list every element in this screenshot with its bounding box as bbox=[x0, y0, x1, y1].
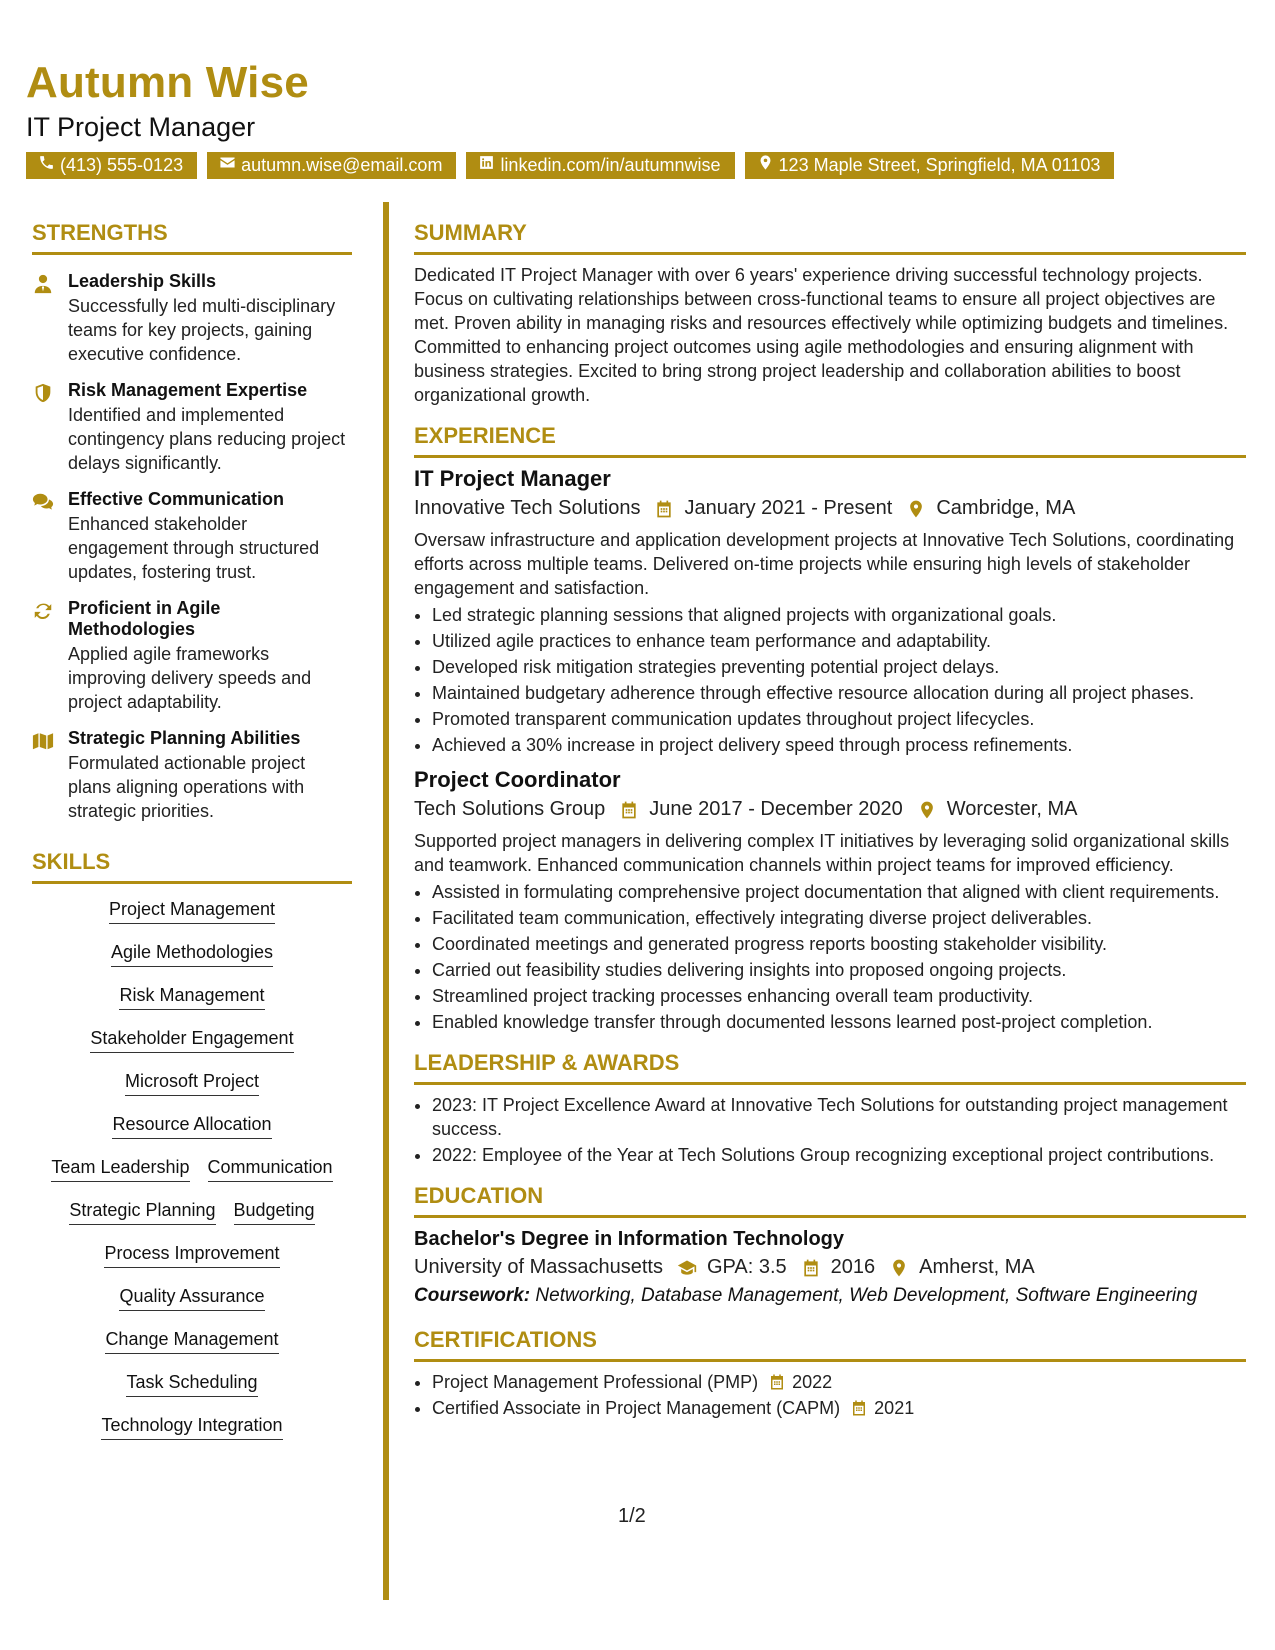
list-item: • Coordinated meetings and generated progress reports boosting stakeholder visibility. bbox=[432, 932, 1246, 956]
envelope-icon bbox=[219, 152, 236, 179]
list-item: • Developed risk mitigation strategies preventing potential project delays. bbox=[432, 655, 1246, 679]
strength-title: Leadership Skills bbox=[68, 271, 217, 291]
list-item: • Utilized agile practices to enhance team performance and adaptability. bbox=[432, 629, 1246, 653]
job-dates: June 2017 - December 2020 bbox=[649, 798, 903, 820]
job-entry bbox=[414, 466, 1246, 757]
list-item bbox=[432, 1370, 1246, 1394]
job-meta bbox=[414, 497, 1246, 520]
skill-tag: Risk Management bbox=[119, 984, 264, 1010]
phone-icon bbox=[38, 152, 55, 179]
address-text: 123 Maple Street, Springfield, MA 01103 bbox=[778, 155, 1101, 175]
linkedin-chip[interactable] bbox=[466, 152, 734, 179]
strength-item bbox=[32, 598, 352, 714]
gpa: GPA: 3.5 bbox=[706, 1256, 787, 1278]
skill-tag: Team Leadership bbox=[51, 1156, 189, 1182]
list-item: • Achieved a 30% increase in project delivery speed through process refinements. bbox=[432, 733, 1246, 757]
left-column bbox=[32, 220, 352, 1440]
list-item: • Led strategic planning sessions that aligned projects with organizational goals. bbox=[432, 603, 1246, 627]
map-icon bbox=[32, 730, 54, 752]
candidate-title: IT Project Manager bbox=[26, 112, 256, 142]
phone-chip[interactable] bbox=[26, 152, 197, 179]
list-item: • Carried out feasibility studies delivering insights into proposed ongoing projects. bbox=[432, 958, 1246, 982]
strength-item bbox=[32, 728, 352, 823]
map-pin-icon bbox=[889, 1258, 909, 1278]
list-item: • 2023: IT Project Excellence Award at Innovative Tech Solutions for outstanding project management success. bbox=[432, 1093, 1246, 1141]
job-meta bbox=[414, 798, 1246, 821]
page-number: 1/2 bbox=[618, 1505, 646, 1527]
job-description: Oversaw infrastructure and application development projects at Innovative Tech Solutions, coordinating efforts across multiple teams. Delivered on-time projects while ensuring high levels of stakeholder engagement and satisfaction. bbox=[414, 530, 1235, 598]
strength-desc: Successfully led multi-disciplinary teams for key projects, gaining executive confidence. bbox=[68, 296, 336, 364]
strength-desc: Formulated actionable project plans aligning operations with strategic priorities. bbox=[68, 753, 306, 821]
skill-tag: Technology Integration bbox=[101, 1414, 282, 1440]
coursework-text: Networking, Database Management, Web Development, Software Engineering bbox=[535, 1285, 1198, 1306]
list-item: • Maintained budgetary adherence through effective resource allocation during all project phases. bbox=[432, 681, 1246, 705]
column-divider bbox=[383, 202, 389, 1600]
calendar-icon bbox=[850, 1399, 868, 1417]
certifications-heading: CERTIFICATIONS bbox=[414, 1327, 1246, 1362]
strength-desc: Applied agile frameworks improving delivery speeds and project adaptability. bbox=[68, 644, 312, 712]
shield-icon bbox=[32, 382, 54, 404]
cert-year: 2021 bbox=[874, 1398, 915, 1418]
skills-list bbox=[32, 898, 352, 1440]
school-name: University of Massachusetts bbox=[414, 1256, 663, 1278]
job-title: IT Project Manager bbox=[414, 466, 611, 491]
strength-item bbox=[32, 271, 352, 366]
job-bullets bbox=[414, 603, 1246, 757]
job-title: Project Coordinator bbox=[414, 767, 621, 792]
job-location: Cambridge, MA bbox=[936, 497, 1076, 519]
skill-tag: Task Scheduling bbox=[126, 1371, 257, 1397]
skill-tag: Budgeting bbox=[234, 1199, 315, 1225]
education-meta bbox=[414, 1256, 1246, 1279]
address-chip bbox=[745, 152, 1115, 179]
strength-title: Proficient in Agile Methodologies bbox=[68, 598, 221, 639]
map-pin-icon bbox=[757, 152, 774, 179]
strength-title: Effective Communication bbox=[68, 489, 285, 509]
strength-title: Risk Management Expertise bbox=[68, 380, 308, 400]
experience-heading: EXPERIENCE bbox=[414, 423, 1246, 458]
coursework bbox=[414, 1285, 1246, 1307]
skills-heading: SKILLS bbox=[32, 849, 352, 884]
degree-title: Bachelor's Degree in Information Technology bbox=[414, 1228, 845, 1250]
map-pin-icon bbox=[906, 499, 926, 519]
strength-desc: Identified and implemented contingency plans reducing project delays significantly. bbox=[68, 405, 346, 473]
contact-bar bbox=[26, 152, 1114, 179]
job-location: Worcester, MA bbox=[946, 798, 1078, 820]
skill-tag: Communication bbox=[208, 1156, 333, 1182]
calendar-icon bbox=[654, 499, 674, 519]
list-item: • Assisted in formulating comprehensive project documentation that aligned with client requirements. bbox=[432, 880, 1246, 904]
right-column bbox=[414, 220, 1246, 1422]
skill-tag: Agile Methodologies bbox=[111, 941, 273, 967]
strengths-heading: STRENGTHS bbox=[32, 220, 352, 255]
awards-list bbox=[414, 1093, 1246, 1167]
calendar-icon bbox=[768, 1373, 786, 1391]
skill-tag: Project Management bbox=[109, 898, 275, 924]
job-dates: January 2021 - Present bbox=[684, 497, 893, 519]
skill-tag: Stakeholder Engagement bbox=[90, 1027, 293, 1053]
awards-heading: LEADERSHIP & AWARDS bbox=[414, 1050, 1246, 1085]
graduation-year: 2016 bbox=[830, 1256, 876, 1278]
map-pin-icon bbox=[917, 800, 937, 820]
email-text: autumn.wise@email.com bbox=[241, 155, 443, 175]
list-item bbox=[432, 1396, 1246, 1420]
strength-desc: Enhanced stakeholder engagement through structured updates, fostering trust. bbox=[68, 514, 320, 582]
list-item: • Enabled knowledge transfer through documented lessons learned post-project completion. bbox=[432, 1010, 1246, 1034]
phone-text: (413) 555-0123 bbox=[60, 155, 184, 175]
cert-name: • Project Management Professional (PMP) bbox=[432, 1372, 759, 1392]
job-bullets bbox=[414, 880, 1246, 1034]
cert-year: 2022 bbox=[792, 1372, 833, 1392]
strength-title: Strategic Planning Abilities bbox=[68, 728, 301, 748]
skill-tag: Resource Allocation bbox=[112, 1113, 271, 1139]
skill-tag: Strategic Planning bbox=[69, 1199, 215, 1225]
certifications-list bbox=[414, 1370, 1246, 1420]
strength-item bbox=[32, 489, 352, 584]
job-company: Innovative Tech Solutions bbox=[414, 497, 641, 519]
cert-name: • Certified Associate in Project Management (CAPM) bbox=[432, 1398, 841, 1418]
list-item: • Promoted transparent communication updates throughout project lifecycles. bbox=[432, 707, 1246, 731]
list-item: • 2022: Employee of the Year at Tech Solutions Group recognizing exceptional project contributions. bbox=[432, 1143, 1246, 1167]
graduation-cap-icon bbox=[677, 1258, 697, 1278]
job-entry bbox=[414, 767, 1246, 1034]
chat-icon bbox=[32, 491, 54, 513]
coursework-label: Coursework: bbox=[414, 1285, 531, 1306]
candidate-name: Autumn Wise bbox=[26, 58, 309, 107]
skill-tag: Process Improvement bbox=[104, 1242, 279, 1268]
linkedin-text: linkedin.com/in/autumnwise bbox=[500, 155, 721, 175]
calendar-icon bbox=[619, 800, 639, 820]
email-chip[interactable] bbox=[207, 152, 456, 179]
education-heading: EDUCATION bbox=[414, 1183, 1246, 1218]
sync-icon bbox=[32, 600, 54, 622]
skill-tag: Quality Assurance bbox=[119, 1285, 264, 1311]
linkedin-icon bbox=[478, 152, 495, 179]
list-item: • Facilitated team communication, effectively integrating diverse project deliverables. bbox=[432, 906, 1246, 930]
school-location: Amherst, MA bbox=[919, 1256, 1035, 1278]
list-item: • Streamlined project tracking processes enhancing overall team productivity. bbox=[432, 984, 1246, 1008]
job-company: Tech Solutions Group bbox=[414, 798, 606, 820]
strength-item bbox=[32, 380, 352, 475]
job-description: Supported project managers in delivering complex IT initiatives by leveraging solid organizational skills and teamwork. Enhanced communication channels within project teams for improved efficiency. bbox=[414, 831, 1230, 875]
skill-tag: Microsoft Project bbox=[125, 1070, 259, 1096]
summary-text: Dedicated IT Project Manager with over 6 years' experience driving successful technology projects. Focus on cultivating relationships between cross-functional teams to ensure all project objectives are met. Proven ability in managing risks and resources effectively while optimizing budgets and timelines. Committed to enhancing project outcomes using agile methodologies and ensuring alignment with business strategies. Excited to bring strong project leadership and collaboration abilities to boost organizational growth. bbox=[414, 265, 1229, 405]
calendar-icon bbox=[801, 1258, 821, 1278]
person-tie-icon bbox=[32, 273, 54, 295]
skill-tag: Change Management bbox=[105, 1328, 278, 1354]
summary-heading: SUMMARY bbox=[414, 220, 1246, 255]
